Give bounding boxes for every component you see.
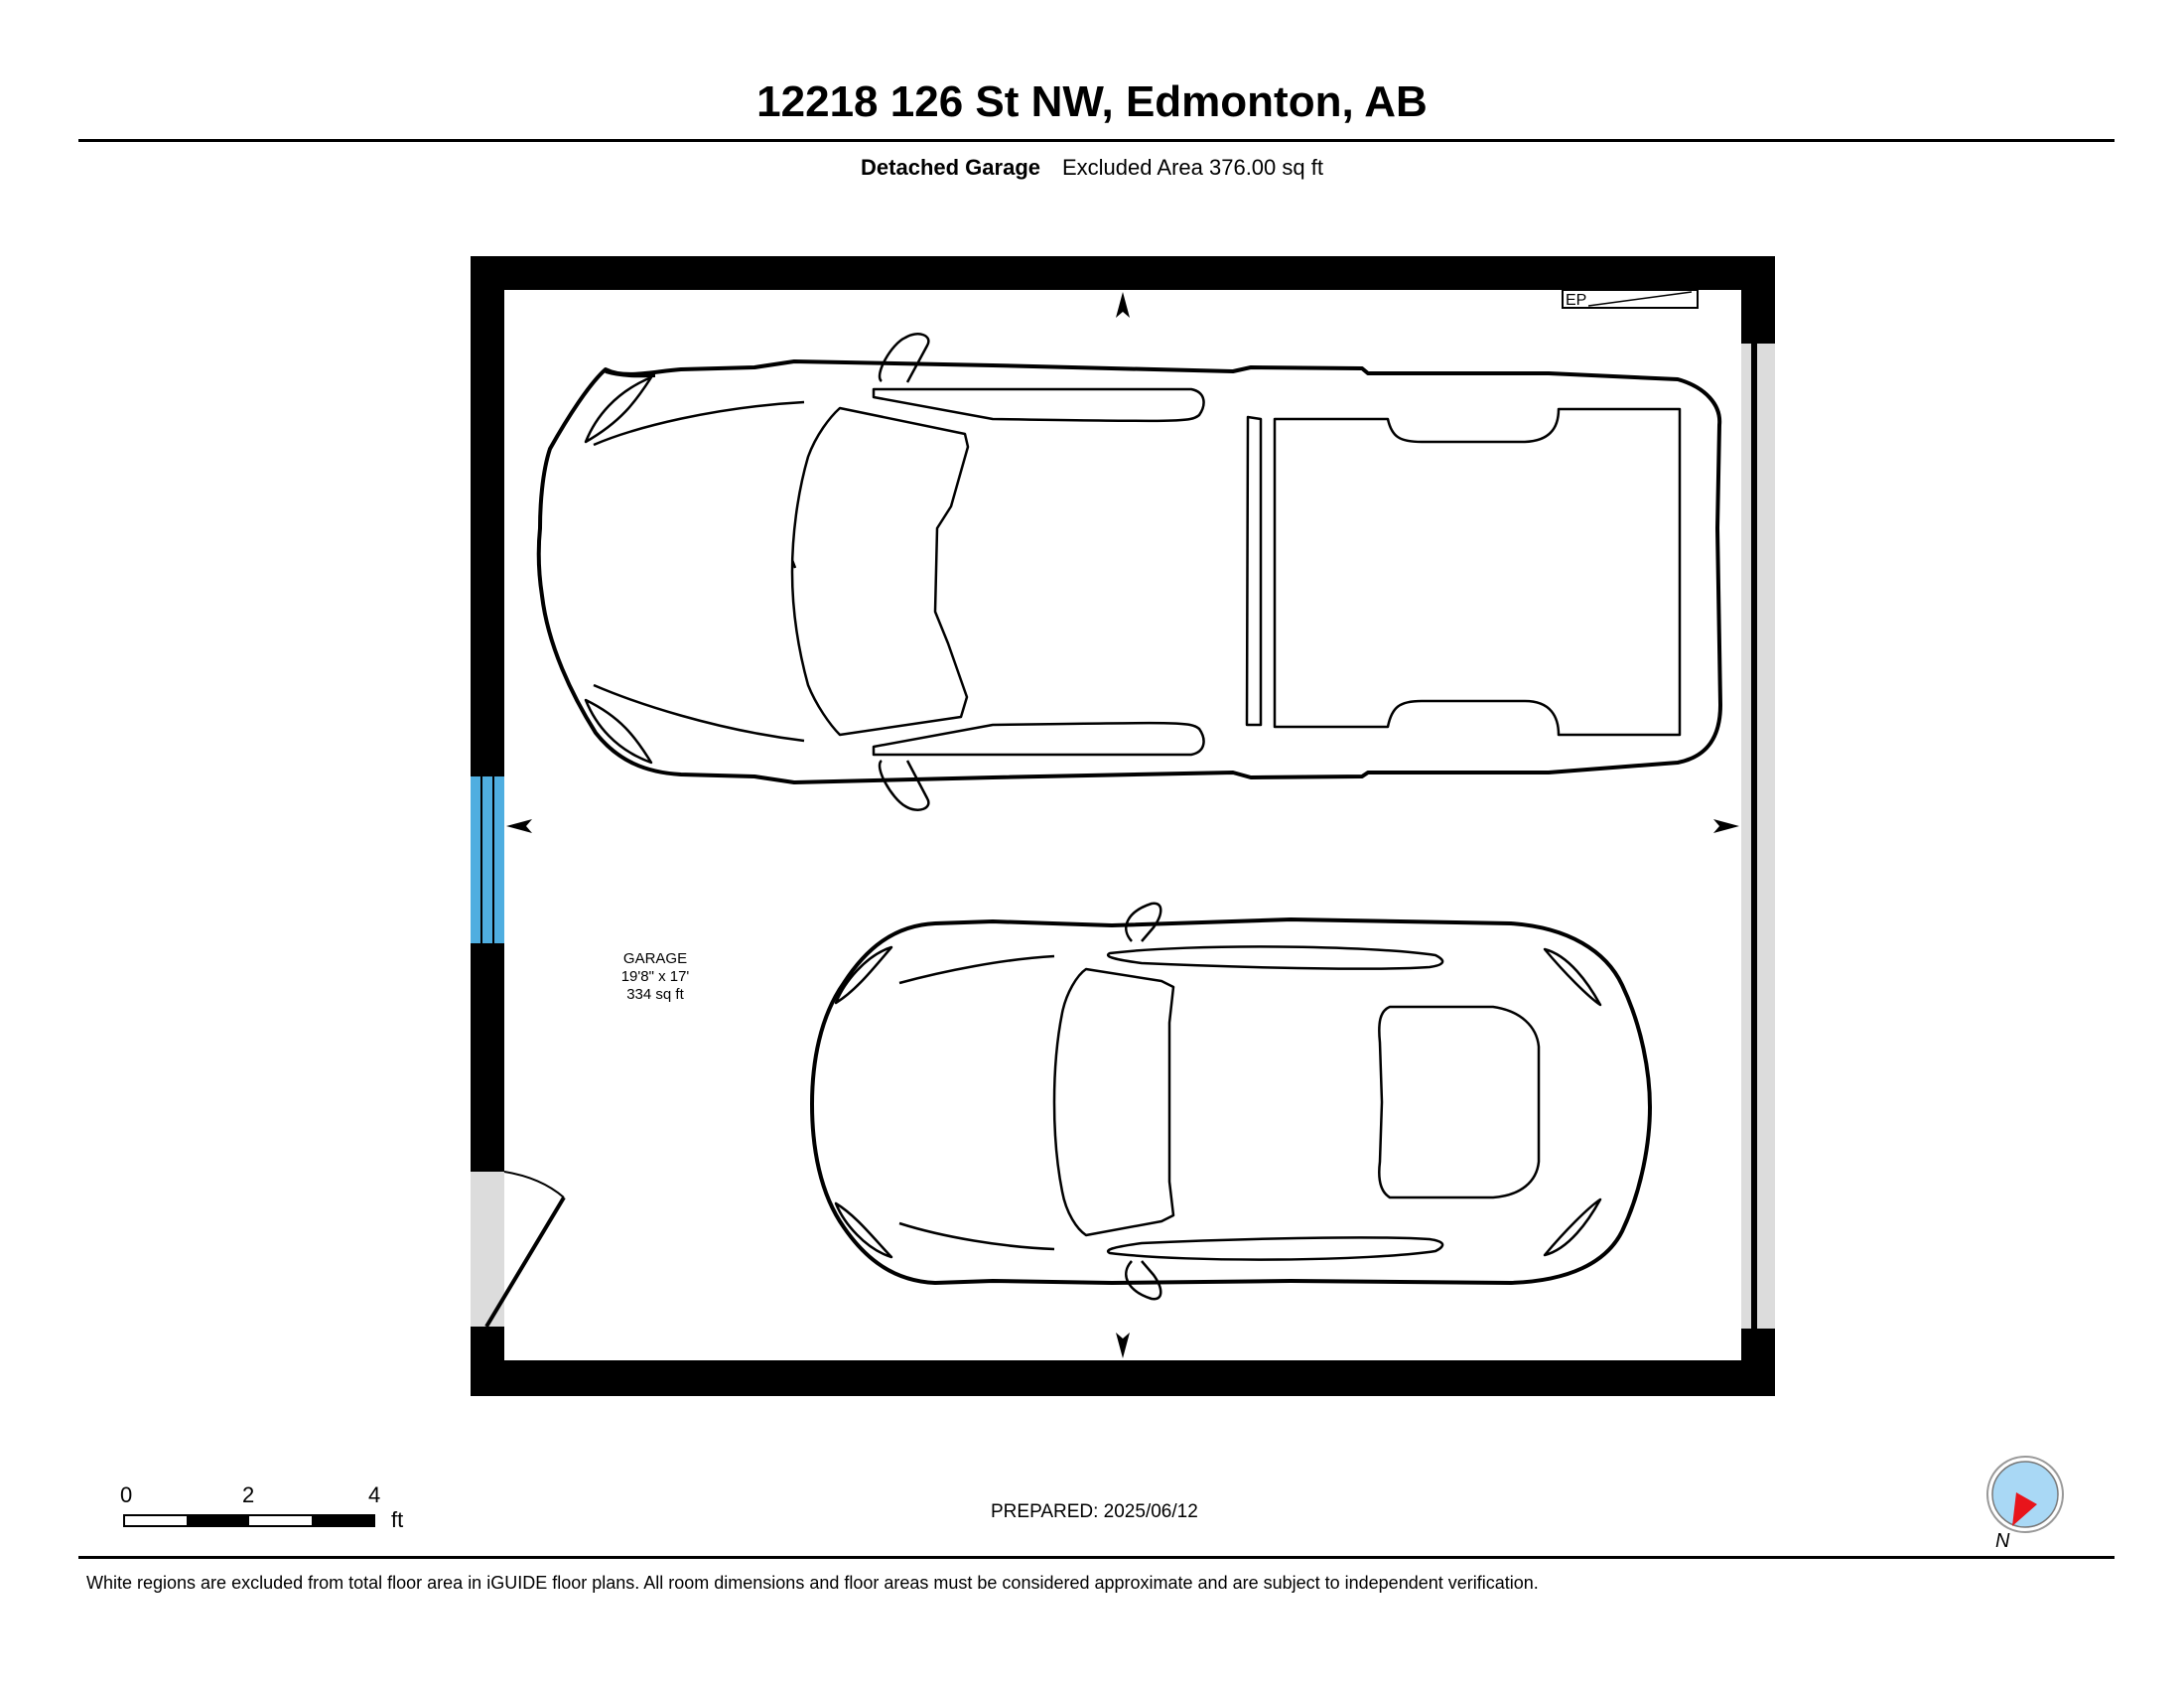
north-label: N <box>1995 1530 2010 1552</box>
electrical-panel-label: EP <box>1566 292 1587 309</box>
electrical-panel <box>1563 290 1698 309</box>
level-name: Detached Garage <box>861 155 1040 180</box>
north-compass-icon <box>1987 1457 2063 1532</box>
scale-tick-0: 0 <box>120 1482 133 1507</box>
room-label-garage <box>586 950 725 1004</box>
footer-divider <box>78 1556 2115 1559</box>
scale-tick-2: 2 <box>242 1482 255 1507</box>
scale-bar <box>124 1515 374 1526</box>
overhead-garage-door <box>1741 344 1775 1329</box>
room-area: 334 sq ft <box>626 986 684 1003</box>
garage-floor <box>504 290 1741 1360</box>
room-name: GARAGE <box>622 950 688 967</box>
room-dimensions: 19'8" x 17' <box>620 968 690 985</box>
area-summary: Excluded Area 376.00 sq ft <box>1062 155 1323 180</box>
prepared-date: PREPARED: 2025/06/12 <box>991 1501 1198 1522</box>
scale-tick-4: 4 <box>368 1482 381 1507</box>
disclaimer: White regions are excluded from total floor area in iGUIDE floor plans. All room dimensions and floor areas must be considered approximate and are subject to independent verification. <box>86 1573 1539 1593</box>
page-title: 12218 126 St NW, Edmonton, AB <box>756 77 1428 126</box>
scale-unit: ft <box>391 1507 404 1532</box>
window <box>471 776 504 943</box>
